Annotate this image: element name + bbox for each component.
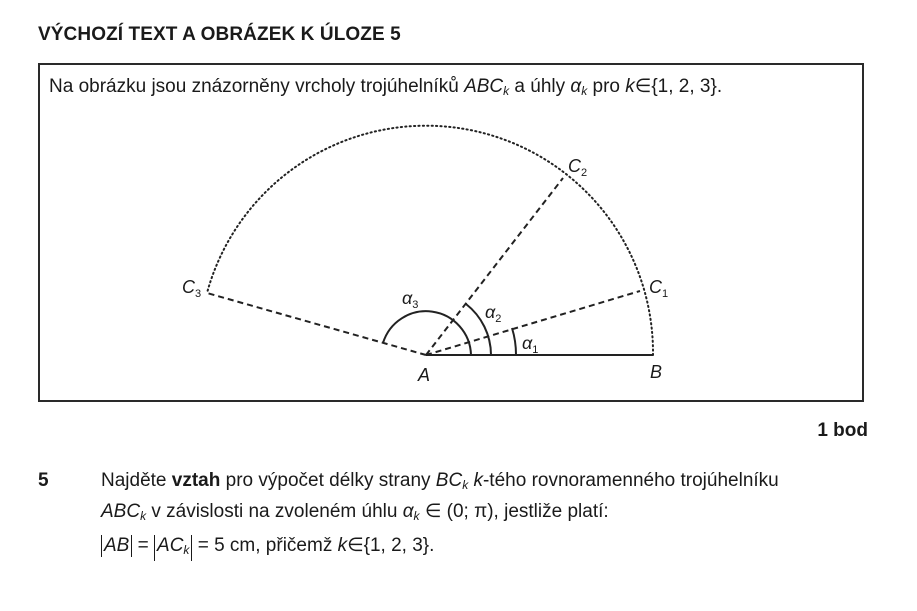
abs-ACk — [154, 535, 192, 561]
question-part: pro výpočet délky strany — [220, 470, 436, 491]
triangle-name: ABC — [101, 501, 141, 522]
label-C2: $C_2$ — [568, 156, 588, 179]
question-part: Najděte — [101, 470, 172, 491]
index-set: ∈{1, 2, 3}. — [634, 76, 723, 97]
subscript-k: k — [581, 84, 588, 98]
subscript-k: k — [462, 478, 469, 492]
label-A: A — [418, 365, 431, 385]
question-part: v závislosti na zvoleném úhlu — [146, 501, 403, 522]
question-part: , jestliže platí: — [493, 501, 609, 522]
question-number: 5 — [38, 470, 49, 491]
question-part: -tého rovnoramenného trojúhelníku — [482, 470, 779, 491]
subscript-k: k — [413, 509, 420, 523]
interval: ∈ (0; π) — [419, 501, 494, 522]
subscript-k: k — [140, 509, 147, 523]
question-line-3 — [101, 534, 434, 561]
label-C3: $C_3$ — [182, 277, 202, 300]
alpha-symbol: α — [402, 501, 414, 522]
k-variable: k — [625, 76, 635, 97]
question-line-1 — [101, 470, 779, 492]
subscript-k: k — [503, 84, 510, 98]
label-alpha-3: $\alpha_3$ — [402, 288, 419, 311]
k-variable: k — [337, 535, 348, 556]
question-line-2 — [101, 500, 609, 523]
points-label: 1 bod — [817, 420, 868, 441]
segment-AC-name: AC — [157, 535, 184, 556]
subscript-k: k — [183, 543, 190, 557]
label-C1: $C_1$ — [649, 277, 669, 300]
equals-sign: = — [132, 535, 155, 556]
intro-part: Na obrázku jsou znázorněny vrcholy trojúhelníků — [49, 76, 465, 97]
label-alpha-2: $\alpha_2$ — [485, 302, 502, 325]
section-heading: VÝCHOZÍ TEXT A OBRÁZEK K ÚLOZE 5 — [38, 24, 401, 45]
alpha-symbol: α — [570, 76, 582, 97]
angle-arc-1 — [512, 328, 516, 355]
intro-part: a úhly — [509, 76, 571, 97]
angle-arc-3 — [383, 311, 471, 355]
abs-AB — [101, 535, 132, 557]
k-variable: k — [473, 470, 483, 491]
index-set: ∈{1, 2, 3}. — [347, 535, 435, 556]
question-part: = 5 cm, přičemž — [192, 535, 338, 556]
intro-part: pro — [587, 76, 626, 97]
triangle-name: ABC — [464, 76, 504, 97]
side-name: BC — [435, 470, 463, 491]
segment-AC2 — [426, 178, 563, 355]
dotted-arc — [207, 126, 653, 355]
label-alpha-1: $\alpha_1$ — [522, 333, 539, 356]
label-B: B — [650, 362, 663, 382]
question-keyword: vztah — [171, 470, 221, 491]
segment-AB-name: AB — [104, 535, 130, 556]
